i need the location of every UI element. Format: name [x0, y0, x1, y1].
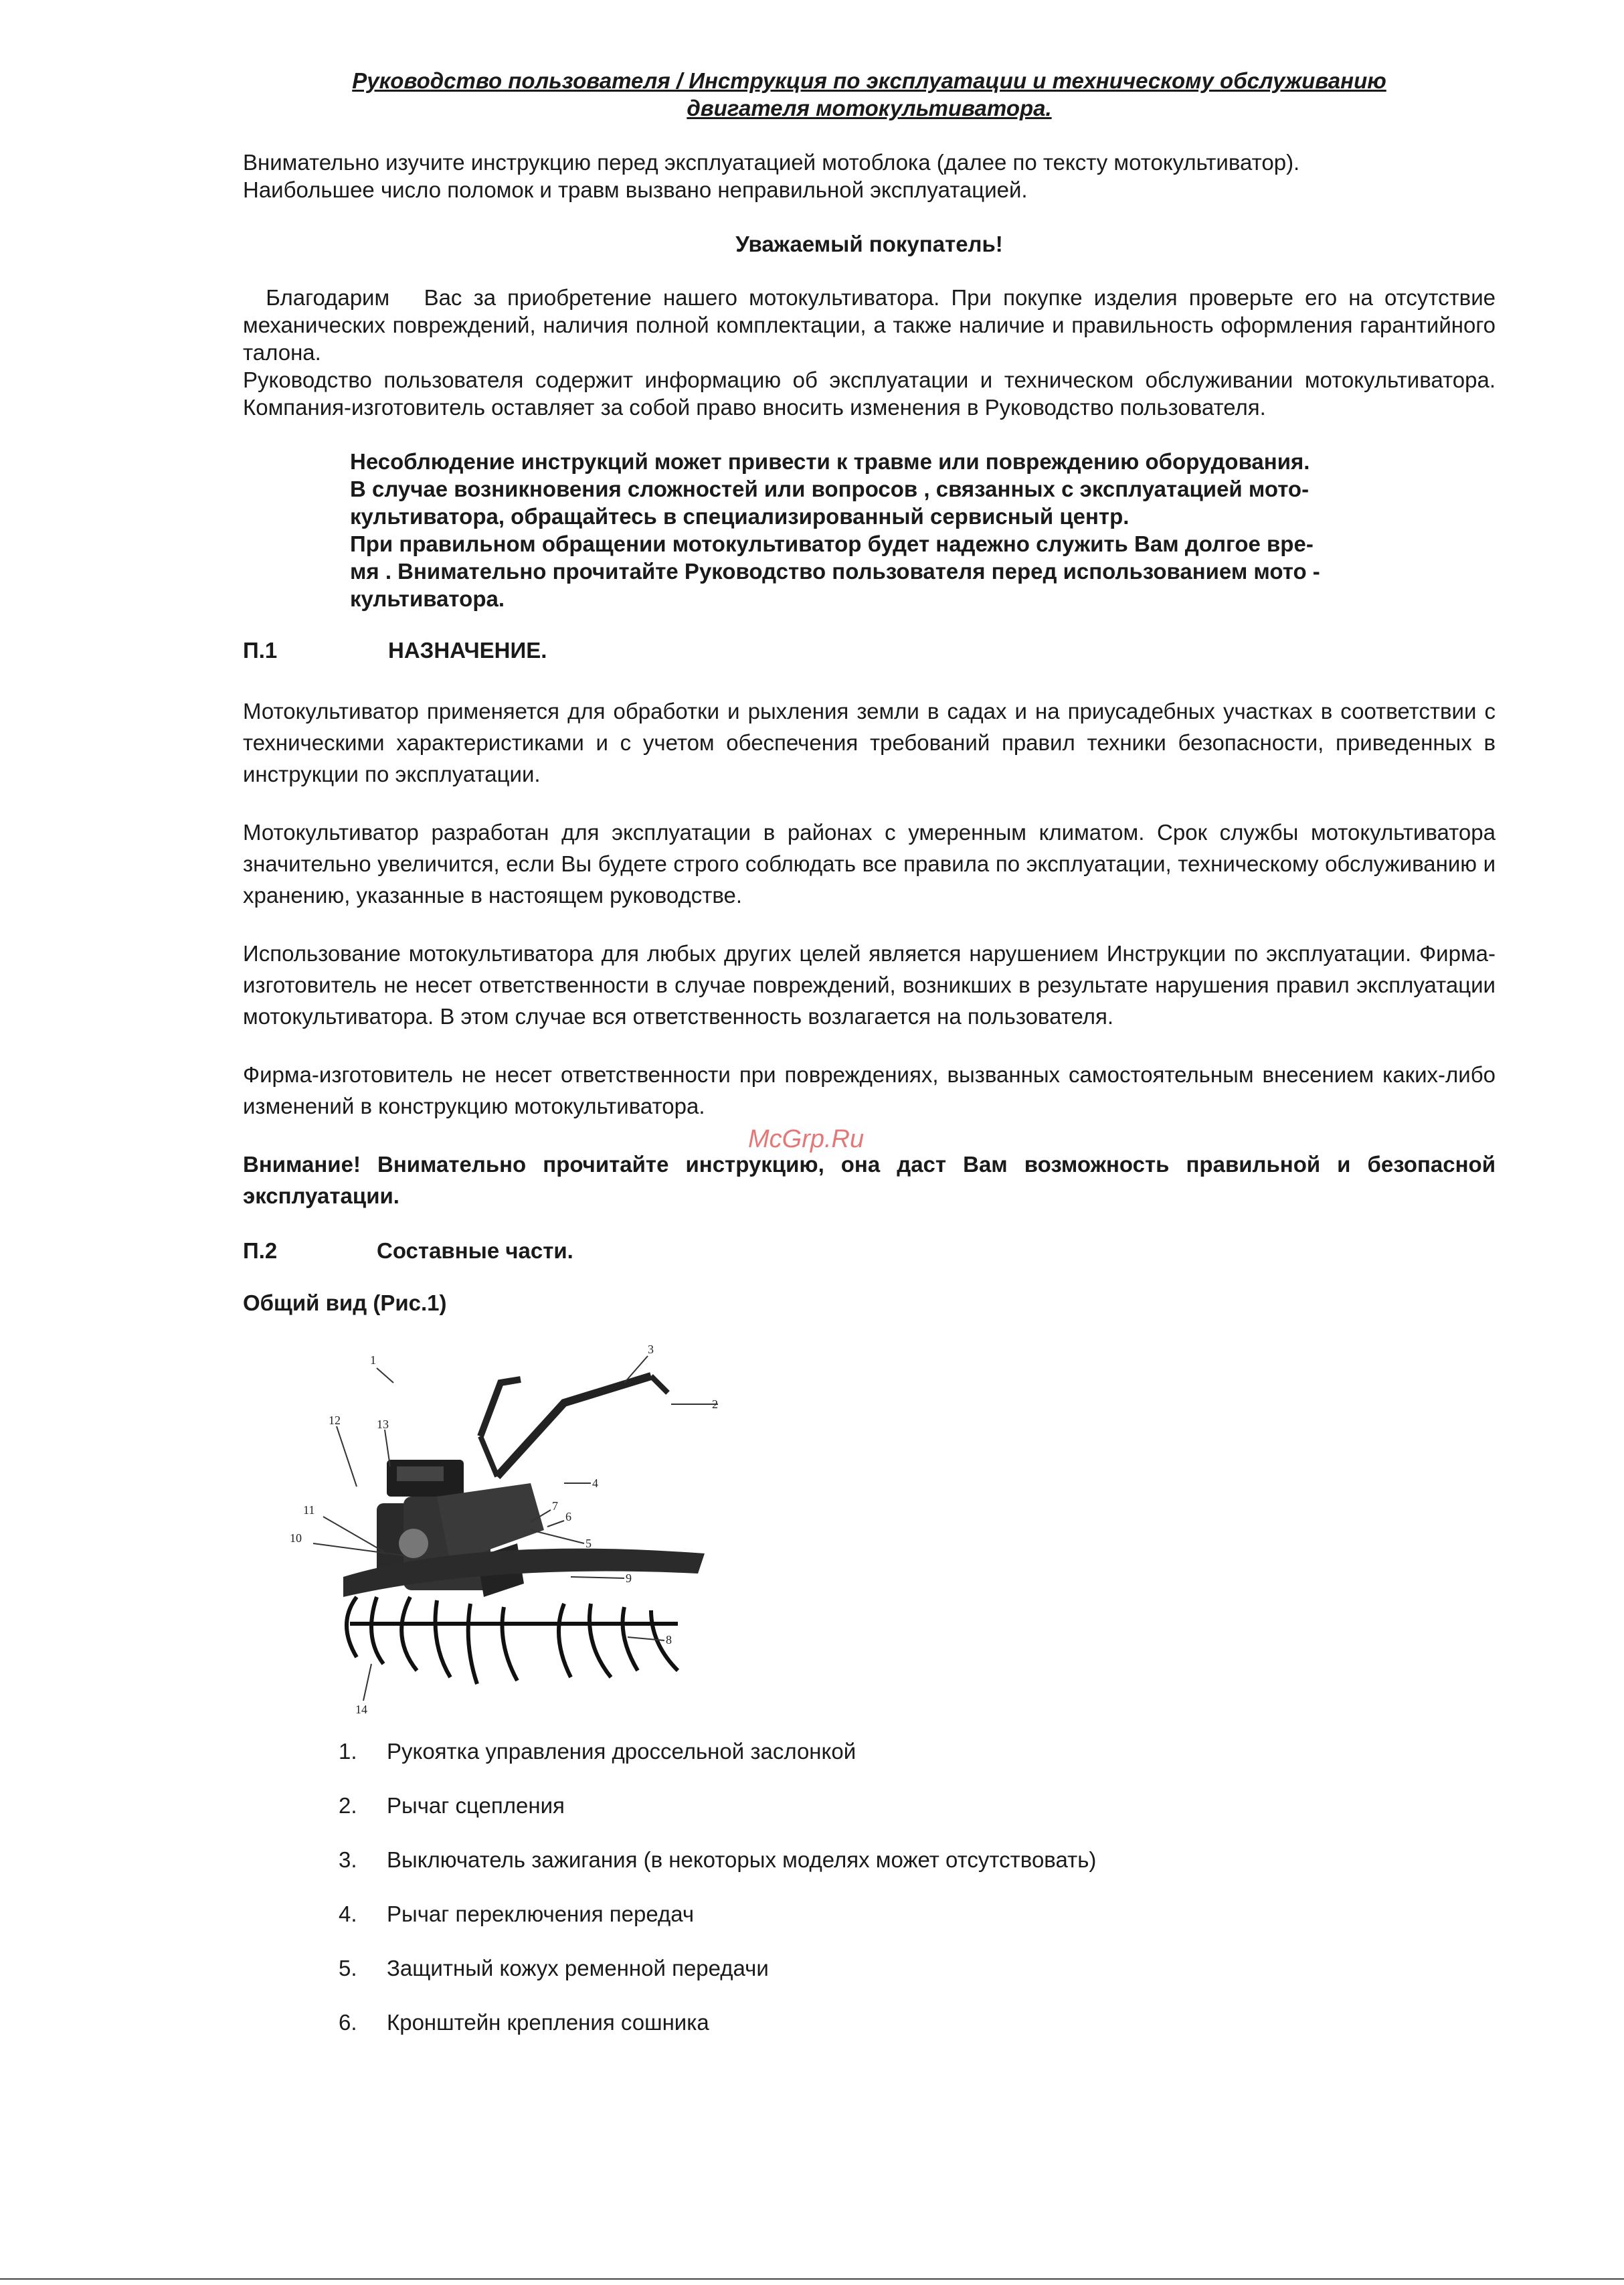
title-line-1: Руководство пользователя / Инструкция по эксплуатации и техническому обслуживанию: [352, 68, 1386, 93]
intro-line-2: Наибольшее число поломок и травм вызвано неправильной эксплуатацией.: [243, 177, 1028, 202]
list-item: 2. Рычаг сцепления: [339, 1793, 565, 1818]
purpose-paragraph-4: Фирма-изготовитель не несет ответственности при повреждениях, вызванных самостоятельным внесением каких-либо изменений в конструкцию мотокультиватора.: [243, 1062, 1496, 1118]
section-1-title: НАЗНАЧЕНИЕ.: [388, 638, 547, 663]
warning-line-5: мя . Внимательно прочитайте Руководство пользователя перед использованием мото -: [350, 559, 1320, 584]
figure-label-8: 8: [666, 1633, 672, 1646]
section-2-heading: [243, 1238, 1496, 1264]
list-item: 3. Выключатель зажигания (в некоторых моделях может отсутствовать): [339, 1847, 1097, 1872]
figure-label-6: 6: [565, 1510, 571, 1523]
figure-caption-text: Общий вид (Рис.1): [243, 1290, 447, 1315]
warnings-block: [350, 448, 1434, 612]
section-2-title: Составные части.: [377, 1238, 573, 1263]
page-bottom-divider: [0, 2278, 1624, 2280]
thanks-paragraph: Благодарим Вас за приобретение нашего мотокультиватора. При покупке изделия проверьте его на отсутствие механических повреждений, наличия полной комплектации, а также наличие и правильность оформления гарантийного талона.: [243, 285, 1502, 365]
figure-label-5: 5: [585, 1537, 592, 1550]
warning-line-6: культиватора.: [350, 586, 505, 611]
figure-label-1: 1: [370, 1353, 376, 1367]
warning-line-4: При правильном обращении мотокультиватор будет надежно служить Вам долгое вре-: [350, 531, 1314, 556]
figure-label-7: 7: [552, 1499, 558, 1513]
greeting-heading: Уважаемый покупатель!: [735, 232, 1003, 256]
figure-label-11: 11: [303, 1503, 315, 1517]
document-page: [243, 67, 1502, 2063]
purpose-paragraph-1: Мотокультиватор применяется для обработки и рыхления земли в садах и на приусадебных участках в соответствии с техническими характеристиками и с учетом обеспечения требований правил техники безопасности, приведенных в инструкции по эксплуатации.: [243, 699, 1496, 786]
figure-label-14: 14: [355, 1703, 367, 1716]
figure-label-10: 10: [290, 1531, 302, 1545]
figure-label-12: 12: [329, 1414, 341, 1427]
section-1-heading: [243, 638, 1496, 663]
figure-label-3: 3: [648, 1343, 654, 1356]
list-item: 5. Защитный кожух ременной передачи: [339, 1956, 769, 1980]
warning-line-1: Несоблюдение инструкций может привести к травме или повреждению оборудования.: [350, 449, 1310, 474]
cultivator-illustration: [276, 1343, 718, 1717]
section-1-number: П.1: [243, 638, 278, 663]
purpose-paragraph-2: Мотокультиватор разработан для эксплуатации в районах с умеренным климатом. Срок службы мотокультиватора значительно увеличится, если Вы будете строго соблюдать все правила по эксплуатации, техническому обслуживанию и хранению, указанные в настоящем руководстве.: [243, 820, 1496, 908]
list-item: 6. Кронштейн крепления сошника: [339, 2010, 709, 2035]
document-title: [243, 67, 1496, 122]
figure-label-4: 4: [592, 1476, 598, 1490]
list-item: 1. Рукоятка управления дроссельной заслонкой: [339, 1739, 856, 1764]
watermark: McGrp.Ru: [748, 1125, 865, 1153]
title-line-2: двигателя мотокультиватора.: [687, 96, 1052, 120]
figure-label-2: 2: [712, 1398, 718, 1411]
figure-caption: [243, 1290, 1496, 1316]
list-item: 4. Рычаг переключения передач: [339, 1901, 695, 1926]
warning-line-2: В случае возникновения сложностей или вопросов , связанных с эксплуатацией мото-: [350, 477, 1310, 501]
intro-line-1: Внимательно изучите инструкцию перед эксплуатацией мотоблока (далее по тексту мотокультиватор).: [243, 150, 1300, 175]
intro-block: [243, 149, 1496, 203]
warning-line-3: культиватора, обращайтесь в специализированный сервисный центр.: [350, 504, 1130, 529]
cultivator-figure: [276, 1343, 718, 1717]
parts-list: [243, 1738, 1496, 2036]
section-2-number: П.2: [243, 1238, 278, 1263]
figure-label-9: 9: [626, 1572, 632, 1585]
purpose-paragraph-3: Использование мотокультиватора для любых других целей является нарушением Инструкции по эксплуатации. Фирма-изготовитель не несет ответственности в случае повреждений, возникших в результате нарушения правил эксплуатации мотокультиватора. В этом случае вся ответственность возлагается на пользователя.: [243, 941, 1496, 1029]
figure-label-13: 13: [377, 1418, 389, 1431]
manual-info-paragraph: Руководство пользователя содержит информацию об эксплуатации и техническом обслуживании мотокультиватора. Компания-изготовитель оставляет за собой право вносить изменения в Руководство пользователя.: [243, 367, 1496, 420]
attention-paragraph: Внимание! Внимательно прочитайте инструкцию, она даст Вам возможность правильной и безопасной эксплуатации.: [243, 1152, 1496, 1208]
